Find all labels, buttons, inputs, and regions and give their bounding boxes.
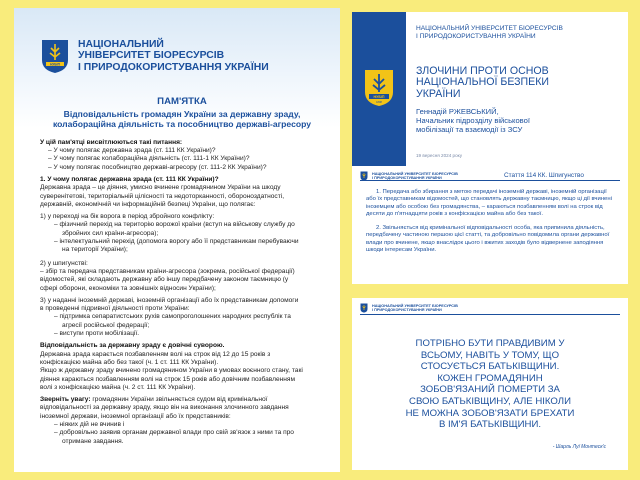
paragraph-line: Якщо ж державну зраду вчинено громадянином України в умовах воєнного стану, такі: [40, 367, 303, 375]
slide-date: 19 вересня 2024 року: [416, 153, 463, 158]
point-2-items: [40, 268, 324, 293]
university-name-line: І ПРИРОДОКОРИСТУВАННЯ УКРАЇНИ: [78, 61, 269, 73]
list-item: – підтримка сепаратистських рухів самопроголошених народних республік та: [54, 313, 291, 321]
memo-body: [40, 139, 324, 446]
logo-text: НУБІП: [373, 95, 385, 99]
author-position: Начальник підрозділу військової: [416, 115, 530, 125]
intro-text: У цій пам'ятці висвітлюються такі питання:: [40, 138, 183, 146]
slide-title: [416, 66, 622, 100]
slide-header: [360, 303, 458, 313]
quote-line: ВСЬОМУ, НАВІТЬ У ТОМУ, ЩО: [420, 349, 560, 361]
attention-text: громадянин України звільняється судом від кримінальної: [90, 396, 268, 404]
list-item: відомостей, які складають державну або іншу передбачену законом таємницю (у: [40, 276, 289, 284]
list-item: – інтелектуальний перехід (допомога ворогу або її представникам перебуваючи: [54, 238, 299, 246]
list-item: на території України);: [62, 246, 128, 254]
quote-line: ЗОБОВ'ЯЗАНИЙ ПОМЕРТИ ЗА: [420, 384, 560, 396]
title-line: ЗЛОЧИНИ ПРОТИ ОСНОВ: [416, 65, 549, 77]
header-divider: [360, 314, 620, 315]
section-heading: 1. У чому полягає державна зрада (ст. 111 КК України)?: [40, 176, 219, 183]
author-position: мобілізації та взаємодії із ЗСУ: [416, 124, 523, 134]
liability-text: [40, 351, 324, 392]
article-paragraph: 1. Передача або збирання з метою передачі іноземній державі, іноземній організації або їх представникам відомостей, що становлять державну таємницю, якщо ці дії вчинені іноземцем або особою без громадянства, – караються позбавленням волі на строк від десяти до п'ятнадцяти років з конфіскацією майна або без такої.: [366, 189, 612, 217]
point-1: 1) у переході на бік ворога в період збройного конфлікту:: [40, 213, 215, 221]
subtitle-line: колабораційна діяльність та пособництво державі-агресору: [52, 119, 312, 130]
list-item: – фізичний перехід на територію ворожої країни (вступ на військову службу до: [54, 221, 295, 229]
university-name-line: НАЦІОНАЛЬНИЙ УНІВЕРСИТЕТ БІОРЕСУРСІВ: [416, 25, 563, 32]
memo-page: [14, 8, 340, 472]
paragraph-line: 3) у наданні іноземній державі, іноземній організації або їх представникам допомоги: [40, 296, 299, 304]
questions-list: [40, 147, 324, 172]
point-2: 2) у шпигунстві:: [40, 259, 88, 267]
point-3: [40, 297, 324, 314]
quote-line: ПОТРІБНО БУТИ ПРАВДИВИМ У: [415, 338, 565, 349]
university-name: [78, 39, 269, 73]
list-item: – У чому полягає пособництво державі-агресору (ст. 111-2 КК України)?: [48, 163, 267, 171]
list-item: – У чому полягає державна зрада (ст. 111 КК України)?: [48, 147, 216, 155]
article-slide: [352, 166, 628, 284]
title-line: НАЦІОНАЛЬНОЇ БЕЗПЕКИ: [416, 76, 550, 89]
quote-author: - Шарль Луї Монтеск'є: [552, 444, 606, 450]
university-name: [372, 172, 458, 181]
attention-items: [40, 421, 324, 446]
university-name: [416, 25, 622, 40]
paragraph-line: діяння караються позбавленням волі на строк 15 років або довічним позбавленням: [40, 375, 296, 383]
point-1-items: [40, 221, 324, 254]
list-item: – виступи проти мобілізації.: [54, 330, 140, 338]
logo-text: НУБІП: [50, 62, 60, 67]
logo-year: 1898: [376, 101, 382, 104]
paragraph-line: конфіскацією майна або без такої (ч. 1 ст. 111 КК України).: [40, 358, 219, 366]
list-item: сфері оборони, економіки та зовнішніх відносин України);: [40, 284, 216, 292]
quote-line: КОЖЕН ГРОМАДЯНИН: [437, 372, 543, 384]
quote-line: СТОСУЄТЬСЯ БАТЬКІВЩИНИ.: [420, 361, 560, 373]
title-line: УКРАЇНИ: [416, 87, 461, 100]
quote-slide: [352, 298, 628, 470]
subtitle-line: Відповідальність громадян України за державну зраду,: [63, 109, 301, 119]
university-name-line: І ПРИРОДОКОРИСТУВАННЯ УКРАЇНИ: [416, 32, 536, 40]
memo-title: ПАМ'ЯТКА: [157, 96, 207, 107]
paragraph-line: Державна зрада карається позбавленням волі на строк від 12 до 15 років з: [40, 350, 271, 358]
university-name-line: НАЦІОНАЛЬНИЙ УНІВЕРСИТЕТ БІОРЕСУРСІВ: [372, 171, 458, 176]
point-3-items: [40, 313, 324, 338]
list-item: отримане завдання.: [62, 437, 124, 445]
paragraph-line: іноземної держави, іноземної організації або їх представників:: [40, 412, 231, 420]
university-name-line: І ПРИРОДОКОРИСТУВАННЯ УКРАЇНИ: [372, 308, 442, 312]
attention-block: [40, 396, 324, 421]
university-name-line: НАЦІОНАЛЬНИЙ УНІВЕРСИТЕТ БІОРЕСУРСІВ: [372, 303, 458, 308]
list-item: – добровільно заявив органам державної влади про свій зв'язок з ними та про: [54, 429, 294, 437]
article-text: [366, 189, 616, 254]
title-slide: [352, 12, 628, 169]
university-name-line: НАЦІОНАЛЬНИЙ: [78, 38, 164, 50]
list-item: – збір та передача представникам країни-агресора (зокрема, російської федерації): [40, 267, 295, 275]
paragraph-line: суверенітетові, територіальній цілісності та недоторканності, обороноздатності,: [40, 192, 285, 200]
university-name-line: УНІВЕРСИТЕТ БІОРЕСУРСІВ: [78, 50, 225, 62]
university-name: [372, 304, 458, 313]
list-item: – ніяких дій не вчинив і: [54, 421, 125, 429]
university-logo-icon: [363, 68, 395, 108]
quote-line: НЕ МОЖНА ЗОБОВ'ЯЗАТИ БРЕХАТИ: [405, 407, 575, 419]
list-item: агресії російської федерації;: [62, 321, 150, 329]
paragraph-line: в проведенні підривної діяльності проти України:: [40, 305, 190, 313]
list-item: – У чому полягає колабораційна діяльність (ст. 111-1 КК України)?: [48, 155, 250, 163]
section-paragraph: [40, 184, 324, 209]
header-divider: [360, 180, 620, 181]
memo-header: [40, 38, 324, 74]
paragraph-line: Державна зрада – це діяння, умисно вчинене громадянином України на шкоду: [40, 184, 281, 192]
author-name: Геннадій РЖЕВСЬКИЙ,: [416, 107, 499, 116]
university-logo-icon: [40, 38, 70, 74]
author-block: [416, 108, 622, 134]
quote-line: СВОЮ БАТЬКІВЩИНУ, АЛЕ НІКОЛИ: [409, 395, 571, 407]
university-logo-icon: [360, 303, 368, 313]
attention-label: Зверніть увагу:: [40, 396, 91, 404]
paragraph-line: відповідальності за державну зраду, якщо він на виконання злочинного завдання: [40, 404, 289, 412]
memo-subtitle: [40, 109, 324, 130]
paragraph-line: волі з конфіскацією майна (ч. 2 ст. 111 КК України).: [40, 383, 196, 391]
article-title: Стаття 114 КК. Шпигунство: [504, 172, 584, 179]
list-item: збройних сил країни-агресора);: [62, 229, 159, 237]
university-name-line: І ПРИРОДОКОРИСТУВАННЯ УКРАЇНИ: [372, 176, 442, 180]
article-paragraph: 2. Звільняється від кримінальної відповідальності особа, яка припинила діяльність, передбачену частиною першою цієї статті, та добровільно повідомила органи державної влади про вчинене, якщо внаслідок цього і вжитих заходів було відвернене заподіяння шкоди інтересам України.: [366, 225, 610, 254]
quote-text: [364, 338, 616, 431]
liability-heading: Відповідальність за державну зраду є довічні суворою.: [40, 342, 225, 350]
paragraph-line: державній, економічній чи інформаційній безпеці України, що полягає:: [40, 200, 256, 208]
quote-line: В ІМ'Я БАТЬКІВЩИНИ.: [438, 419, 542, 431]
